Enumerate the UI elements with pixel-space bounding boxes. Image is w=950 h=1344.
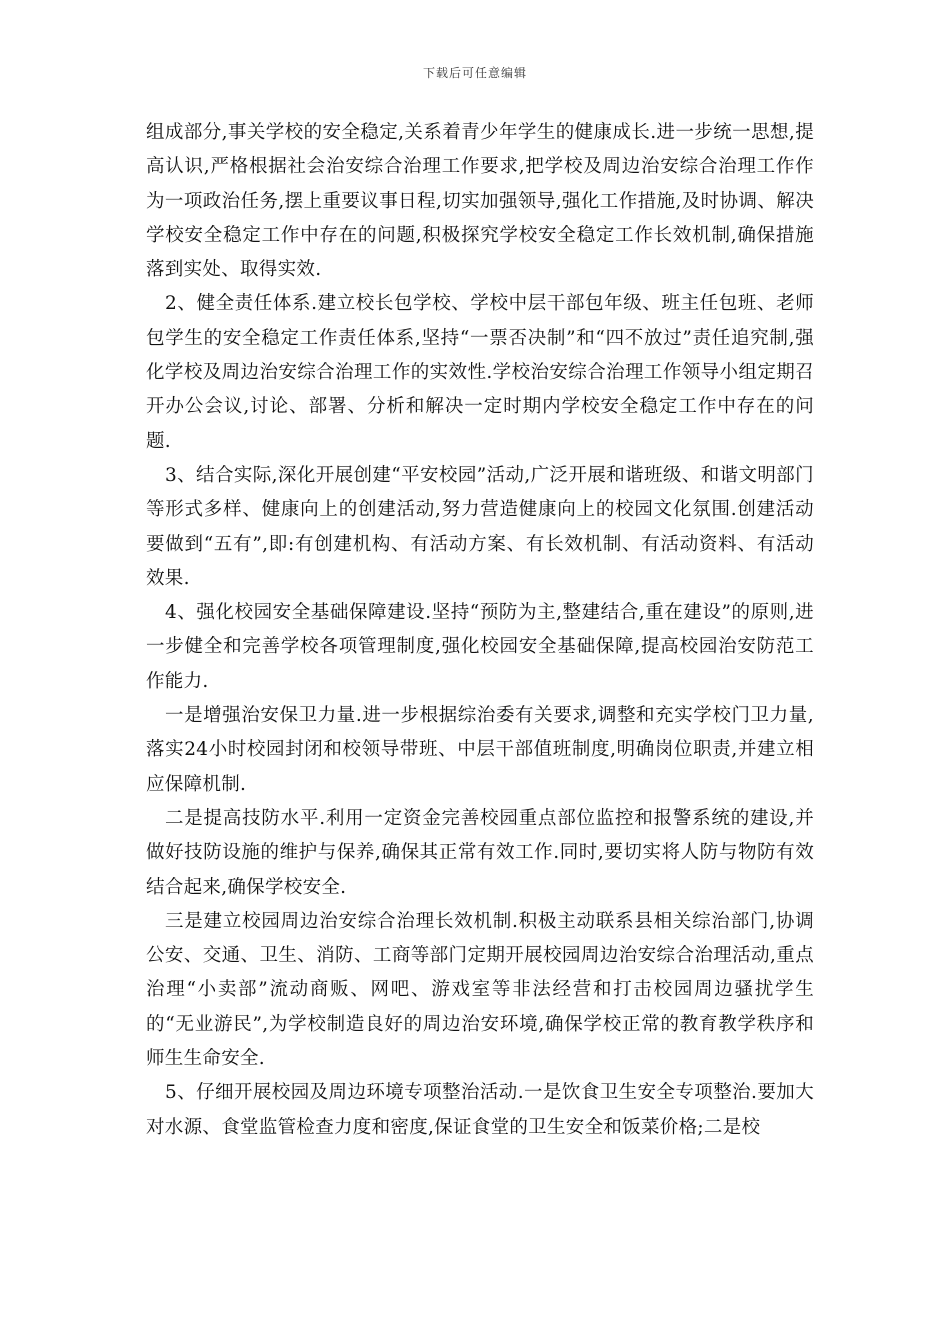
document-body (146, 116, 814, 1145)
paragraph-7: 三是建立校园周边治安综合治理长效机制.积极主动联系县相关综治部门,协调公安、交通、卫生、消防、工商等部门定期开展校园周边治安综合治理活动,重点治理“小卖部”流动商贩、网吧、游戏室等非法经营和打击校园周边骚扰学生的“无业游民”,为学校制造良好的周边治安环境,确保学校正常的教育教学秩序和师生生命安全. (146, 910, 814, 1070)
paragraph-2: 2、健全责任体系.建立校长包学校、学校中层干部包年级、班主任包班、老师包学生的安全稳定工作责任体系,坚持“一票否决制”和“四不放过”责任追究制,强化学校及周边治安综合治理工作的实效性.学校治安综合治理工作领导小组定期召开办公会议,讨论、部署、分析和解决一定时期内学校安全稳定工作中存在的问题. (146, 293, 814, 452)
paragraph-5: 一是增强治安保卫力量.进一步根据综治委有关要求,调整和充实学校门卫力量,落实24小时校园封闭和校领导带班、中层干部值班制度,明确岗位职责,并建立相应保障机制. (146, 705, 814, 795)
page-header-note: 下载后可任意编辑 (422, 66, 527, 80)
paragraph-4: 4、强化校园安全基础保障建设.坚持“预防为主,整建结合,重在建设”的原则,进一步健全和完善学校各项管理制度,强化校园安全基础保障,提高校园治安防范工作能力. (146, 602, 814, 692)
paragraph-6: 二是提高技防水平.利用一定资金完善校园重点部位监控和报警系统的建设,并做好技防设施的维护与保养,确保其正常有效工作.同时,要切实将人防与物防有效结合起来,确保学校安全. (146, 807, 814, 898)
paragraph-1: 组成部分,事关学校的安全稳定,关系着青少年学生的健康成长.进一步统一思想,提高认识,严格根据社会治安综合治理工作要求,把学校及周边治安综合治理工作作为一项政治任务,摆上重要议事日程,切实加强领导,强化工作措施,及时协调、解决学校安全稳定工作中存在的问题,积极探究学校安全稳定工作长效机制,确保措施落到实处、取得实效. (146, 122, 814, 281)
paragraph-8: 5、仔细开展校园及周边环境专项整治活动.一是饮食卫生安全专项整治.要加大对水源、食堂监管检查力度和密度,保证食堂的卫生安全和饭菜价格;二是校 (146, 1082, 814, 1138)
paragraph-3: 3、结合实际,深化开展创建“平安校园”活动,广泛开展和谐班级、和谐文明部门等形式多样、健康向上的创建活动,努力营造健康向上的校园文化氛围.创建活动要做到“五有”,即:有创建机构、有活动方案、有长效机制、有活动资料、有活动效果. (146, 464, 814, 589)
